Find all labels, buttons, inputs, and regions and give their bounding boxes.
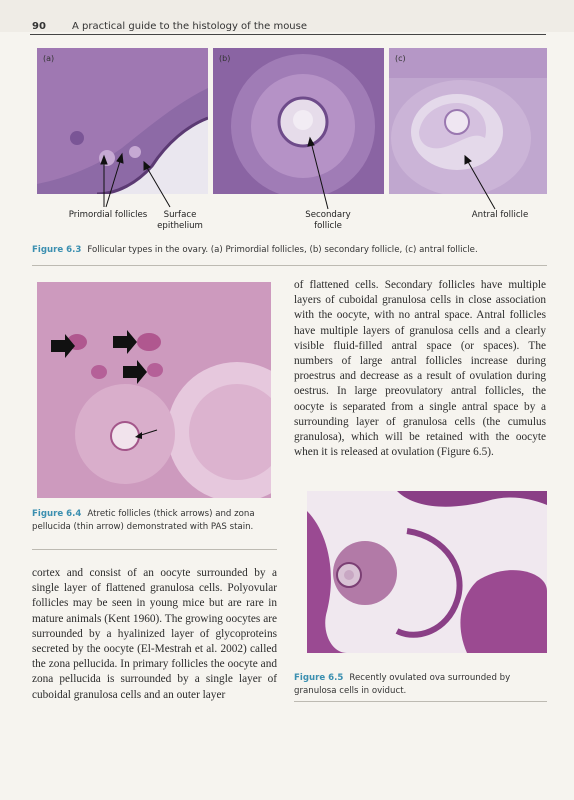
caption-rule-6-4 xyxy=(32,549,277,550)
figure-6-3-text: Follicular types in the ovary. (a) Primordial follicles, (b) secondary follicle, (c) antral follicle. xyxy=(87,245,478,255)
figure-6-4-text: Atretic follicles (thick arrows) and zona pellucida (thin arrow) demonstrated with PAS stain. xyxy=(32,509,255,532)
caption-rule-6-5 xyxy=(294,701,547,702)
figure-6-5-text: Recently ovulated ova surrounded by granulosa cells in oviduct. xyxy=(294,673,511,696)
panel-label-c: (c) xyxy=(395,54,406,63)
figure-6-4-number: Figure 6.4 xyxy=(32,509,82,519)
figure-6-5-caption xyxy=(294,672,547,698)
label-surface-epithelium xyxy=(150,210,210,232)
figure-6-5-number: Figure 6.5 xyxy=(294,673,344,683)
page-number: 90 xyxy=(32,21,46,32)
label-surface-line2: epithelium xyxy=(157,221,203,231)
figure-6-3-number: Figure 6.3 xyxy=(32,245,82,255)
figure-6-5-micrograph xyxy=(307,491,547,653)
figure-6-5-image xyxy=(307,491,547,653)
label-antral-follicle: Antral follicle xyxy=(471,210,529,220)
running-title: A practical guide to the histology of the mouse xyxy=(72,21,308,32)
figure-6-3-callout-lines xyxy=(0,0,574,240)
figure-6-4-caption xyxy=(32,508,277,534)
panel-label-b: (b) xyxy=(219,54,231,63)
label-primordial-follicles: Primordial follicles xyxy=(68,210,148,220)
label-secondary-follicle xyxy=(298,210,358,232)
label-secondary-line2: follicle xyxy=(314,221,342,231)
panel-label-a: (a) xyxy=(43,54,55,63)
figure-6-4-image xyxy=(37,282,271,498)
label-surface-line1: Surface xyxy=(163,210,197,220)
figure-6-4-micrograph xyxy=(37,282,271,498)
caption-rule-6-3 xyxy=(32,265,547,266)
body-text-right-column: of flattened cells. Secondary follicles have multiple layers of cuboidal granulosa cells in close association with the oocyte, with no antral space. Antral follicles have multiple layers of granulosa cells and a clearly visible fluid-filled antral space (or spaces). The numbers of large antral follicles increase during proestrus and decrease as a result of ovulation during oestrus. In large preovulatory antral follicles, the oocyte is separated from a single antral space by a surrounding layer of granulosa cells (the cumulus granulosa), which will be retained with the oocyte when it is released at ovulation (Figure 6.5). xyxy=(294,279,546,459)
body-text-left-column: cortex and consist of an oocyte surrounded by a single layer of flattened granulosa cells. Polyovular follicles may be seen in young mice but are rare in mature animals (Kent 1960). The growing oocytes are surrounded by a hyalinized layer of glycoproteins secreted by the oocyte (El-Mestrah et al. 2002) called the zona pellucida. In primary follicles the oocyte and zona pellucida is surrounded by a single layer of cuboidal granulosa cells and an outer layer xyxy=(32,567,277,701)
figure-6-3-caption xyxy=(32,244,547,257)
label-secondary-line1: Secondary xyxy=(305,210,351,220)
